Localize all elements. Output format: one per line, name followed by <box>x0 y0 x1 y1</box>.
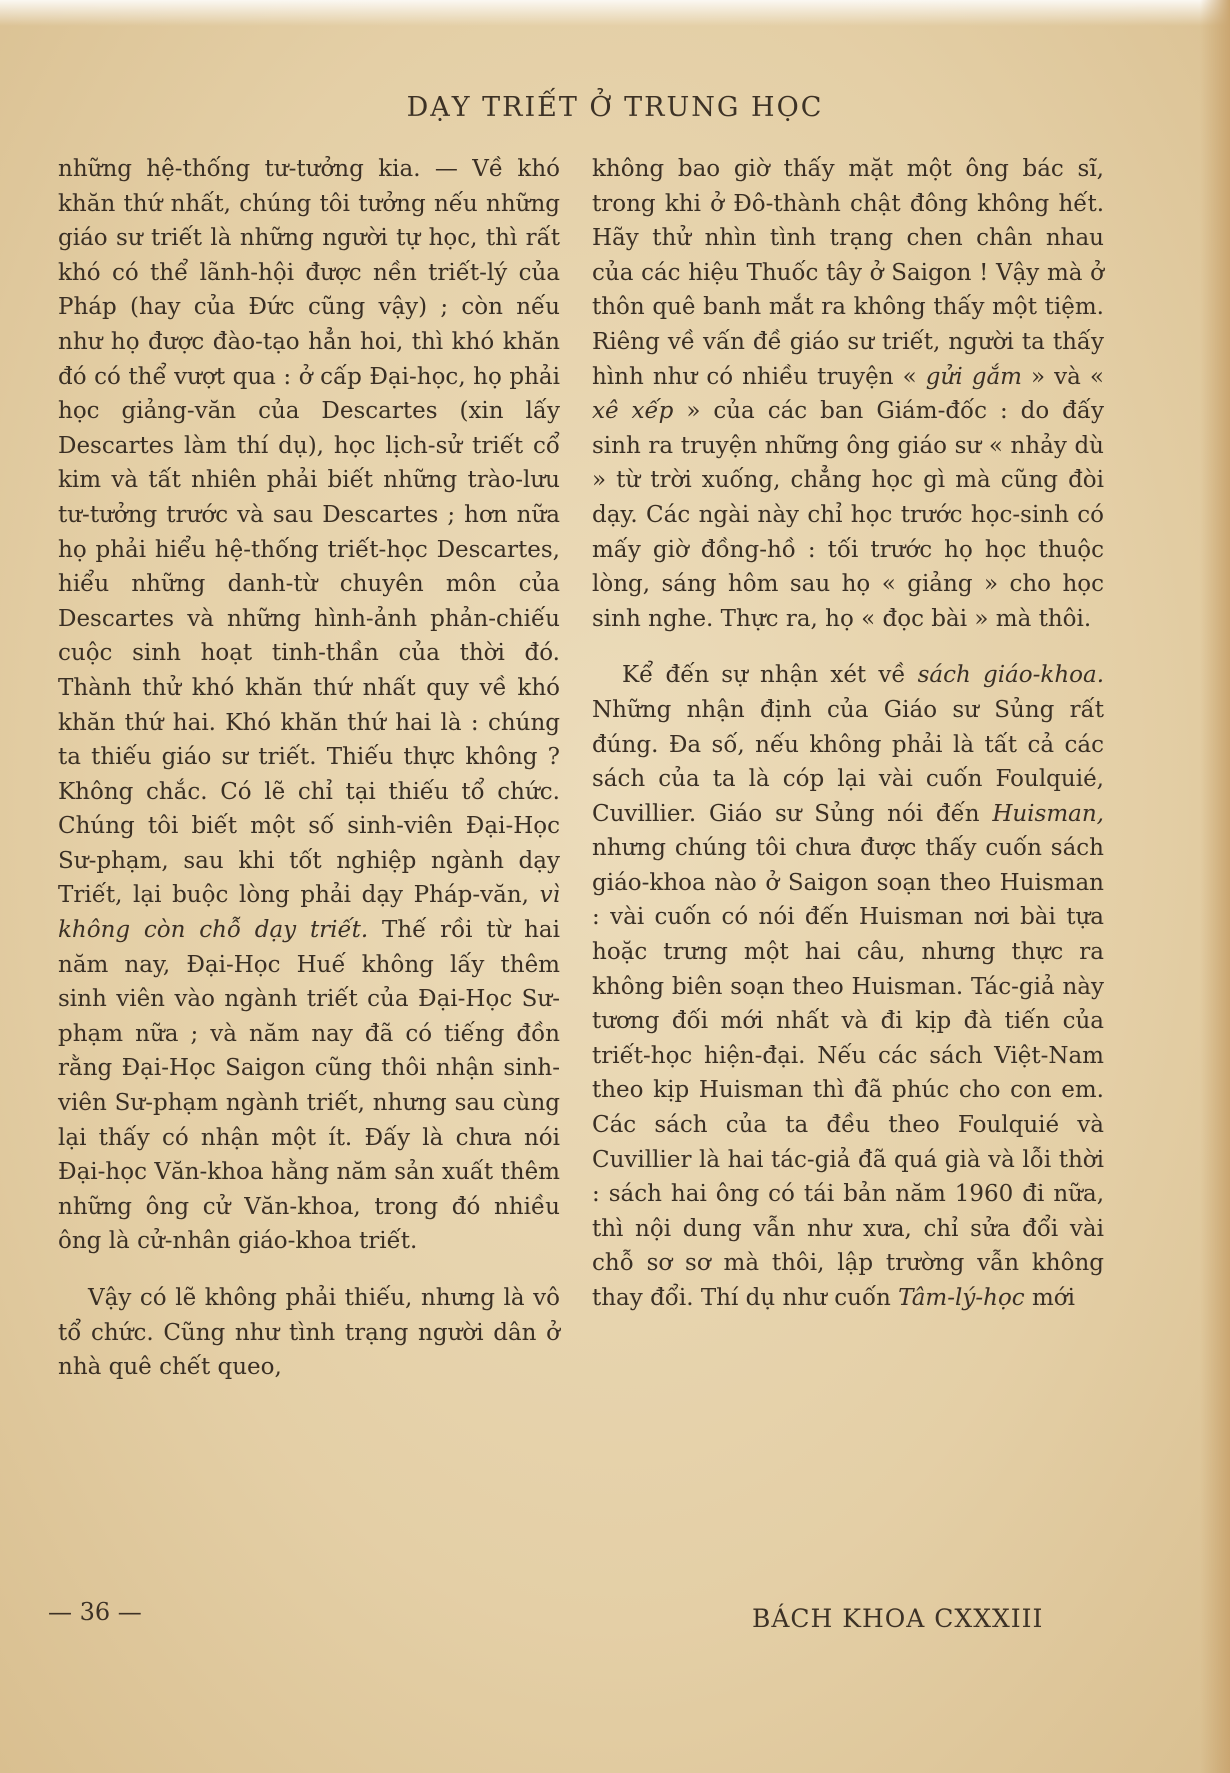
right-p1-italic-2: xê xếp <box>592 398 674 425</box>
right-p1-italic-1: gửi gắm <box>925 363 1022 390</box>
right-p2-text-b: Những nhận định của Giáo sư Sủng rất đúng. Đa số, nếu không phải là tất cả các sách của ta là cóp lại vài cuốn Foulquié, Cuvillier. Giáo sư Sủng nói đến <box>592 696 1104 827</box>
right-p1-text-c: » của các ban Giám-đốc : do đấy sinh ra truyện những ông giáo sư « nhảy dù » từ trời xuống, chẳng học gì mà cũng đòi dạy. Các ngài này chỉ học trước học-sinh có mấy giờ đồng-hồ : tối trước họ học thuộc lòng, sáng hôm sau họ « giảng » cho học sinh nghe. Thực ra, họ « đọc bài » mà thôi. <box>592 398 1104 632</box>
right-paragraph-1 <box>592 152 1104 636</box>
left-p1-text-a: những hệ-thống tư-tưởng kia. — Về khó khăn thứ nhất, chúng tôi tưởng nếu những giáo sư triết là những người tự học, thì rất khó có thể lãnh-hội được nền triết-lý của Pháp (hay của Đức cũng vậy) ; còn nếu như họ được đào-tạo hẳn hoi, thì khó khăn đó có thể vượt qua : ở cấp Đại-học, họ phải học giảng-văn của Descartes (xin lấy Descartes làm thí dụ), học lịch-sử triết cổ kim và tất nhiên phải biết những trào-lưu tư-tưởng trước và sau Descartes ; hơn nữa họ phải hiểu hệ-thống triết-học Descartes, hiểu những danh-từ chuyên môn của Descartes và những hình-ảnh phản-chiếu cuộc sinh hoạt tinh-thần của thời đó. Thành thử khó khăn thứ nhất quy về khó khăn thứ hai. Khó khăn thứ hai là : chúng ta thiếu giáo sư triết. Thiếu thực không ? Không chắc. Có lẽ chỉ tại thiếu tổ chức. Chúng tôi biết một số sinh-viên Đại-Học Sư-phạm, sau khi tốt nghiệp ngành dạy Triết, lại buộc lòng phải dạy Pháp-văn, <box>58 156 560 909</box>
right-p1-text-a: không bao giờ thấy mặt một ông bác sĩ, trong khi ở Đô-thành chật đông không hết. Hãy thử nhìn tình trạng chen chân nhau của các hiệu Thuốc tây ở Saigon ! Vậy mà ở thôn quê banh mắt ra không thấy một tiệm. Riêng về vấn đề giáo sư triết, người ta thấy hình như có nhiều truyện « <box>592 156 1104 390</box>
paragraph-gap <box>58 1259 560 1281</box>
right-p2-italic-3: Tâm-lý-học <box>898 1285 1025 1311</box>
right-paragraph-2 <box>592 658 1104 1315</box>
right-p2-italic-2: Huisman, <box>992 800 1104 827</box>
page-right-edge <box>1200 0 1230 1773</box>
left-p1-text-b: Thế rồi từ hai năm nay, Đại-Học Huế không lấy thêm sinh viên vào ngành triết của Đại-Học Sư-phạm nữa ; và năm nay đã có tiếng đồn rằng Đại-Học Saigon cũng thôi nhận sinh-viên Sư-phạm ngành triết, nhưng sau cùng lại thấy có nhận một ít. Đấy là chưa nói Đại-học Văn-khoa hằng năm sản xuất thêm những ông cử Văn-khoa, trong đó nhiều ông là cử-nhân giáo-khoa triết. <box>58 917 560 1255</box>
left-paragraph-1 <box>58 152 560 1259</box>
left-p1-italic: vì không còn chỗ dạy triết. <box>58 882 560 944</box>
right-p1-text-b: » và « <box>1031 363 1105 390</box>
right-column <box>592 152 1104 1316</box>
right-p2-text-a: Kể đến sự nhận xét về <box>622 662 906 689</box>
left-paragraph-2: Vậy có lẽ không phải thiếu, nhưng là vô tổ chức. Cũng như tình trạng người dân ở nhà quê chết queo, <box>58 1285 560 1381</box>
paragraph-gap <box>592 636 1104 658</box>
page-number: — 36 — <box>48 1598 142 1626</box>
running-head: DẠY TRIẾT Ở TRUNG HỌC <box>406 92 824 123</box>
right-p2-italic-1: sách giáo-khoa. <box>917 662 1105 689</box>
page-top-edge <box>0 0 1230 26</box>
right-p2-text-d: mới <box>1031 1285 1075 1311</box>
publication-footer: BÁCH KHOA CXXXIII <box>752 1604 1044 1633</box>
right-p2-text-c: nhưng chúng tôi chưa được thấy cuốn sách giáo-khoa nào ở Saigon soạn theo Huisman : vài cuốn có nói đến Huisman nơi bài tựa hoặc trưng một hai câu, nhưng thực ra không biên soạn theo Huisman. Tác-giả này tương đối mới nhất và đi kịp đà tiến của triết-học hiện-đại. Nếu các sách Việt-Nam theo kịp Huisman thì đã phúc cho con em. Các sách của ta đều theo Foulquié và Cuvillier là hai tác-giả đã quá già và lỗi thời : sách hai ông có tái bản năm 1960 đi nữa, thì nội dung vẫn như xưa, chỉ sửa đổi vài chỗ sơ sơ mà thôi, lập trường vẫn không thay đổi. Thí dụ như cuốn <box>592 835 1104 1311</box>
left-column <box>58 152 560 1385</box>
